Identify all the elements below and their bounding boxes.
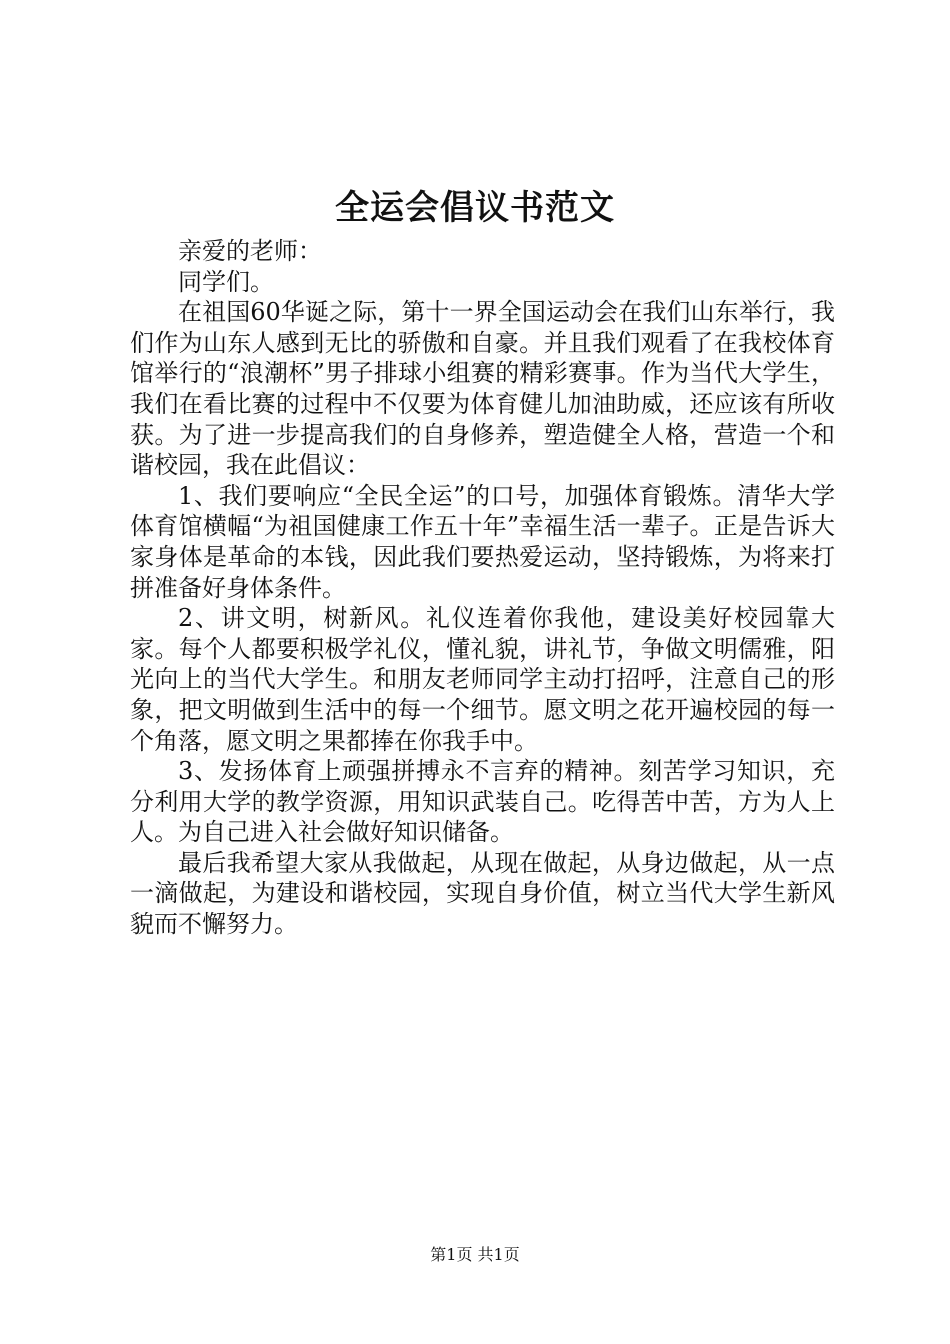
page-number-footer: 第1页 共1页 [430,1245,520,1264]
paragraph-intro: 在祖国60华诞之际，第十一界全国运动会在我们山东举行，我们作为山东人感到无比的骄傲和自豪。并且我们观看了在我校体育馆举行的“浪潮杯”男子排球小组赛的精彩赛事。作为当代大学生，我们在看比赛的过程中不仅要为体育健儿加油助威，还应该有所收获。为了进一步提高我们的自身修养，塑造健全人格，营造一个和谐校园，我在此倡议： [130,298,835,480]
paragraph-closing: 最后我希望大家从我做起，从现在做起，从身边做起，从一点一滴做起，为建设和谐校园，实现自身价值，树立当代大学生新风貌而不懈努力。 [130,848,835,939]
salutation-continued: 同学们。 [178,267,274,296]
paragraph-item-2: 2、讲文明，树新风。礼仪连着你我他，建设美好校园靠大家。每个人都要积极学礼仪，懂礼貌，讲礼节，争做文明儒雅，阳光向上的当代大学生。和朋友老师同学主动打招呼，注意自己的形象，把文明做到生活中的每一个细节。愿文明之花开遍校园的每一个角落，愿文明之果都捧在你我手中。 [130,604,835,755]
document-title: 全运会倡议书范文 [335,188,615,228]
paragraph-item-3: 3、发扬体育上顽强拼搏永不言弃的精神。刻苦学习知识，充分利用大学的教学资源，用知识武装自己。吃得苦中苦，方为人上人。为自己进入社会做好知识储备。 [130,757,835,847]
salutation: 亲爱的老师： [178,237,322,265]
paragraph-item-1: 1、我们要响应“全民全运”的口号，加强体育锻炼。清华大学体育馆横幅“为祖国健康工作五十年”幸福生活一辈子。正是告诉大家身体是革命的本钱，因此我们要热爱运动，坚持锻炼，为将来打拼准备好身体条件。 [130,481,835,602]
document-body [130,236,835,940]
